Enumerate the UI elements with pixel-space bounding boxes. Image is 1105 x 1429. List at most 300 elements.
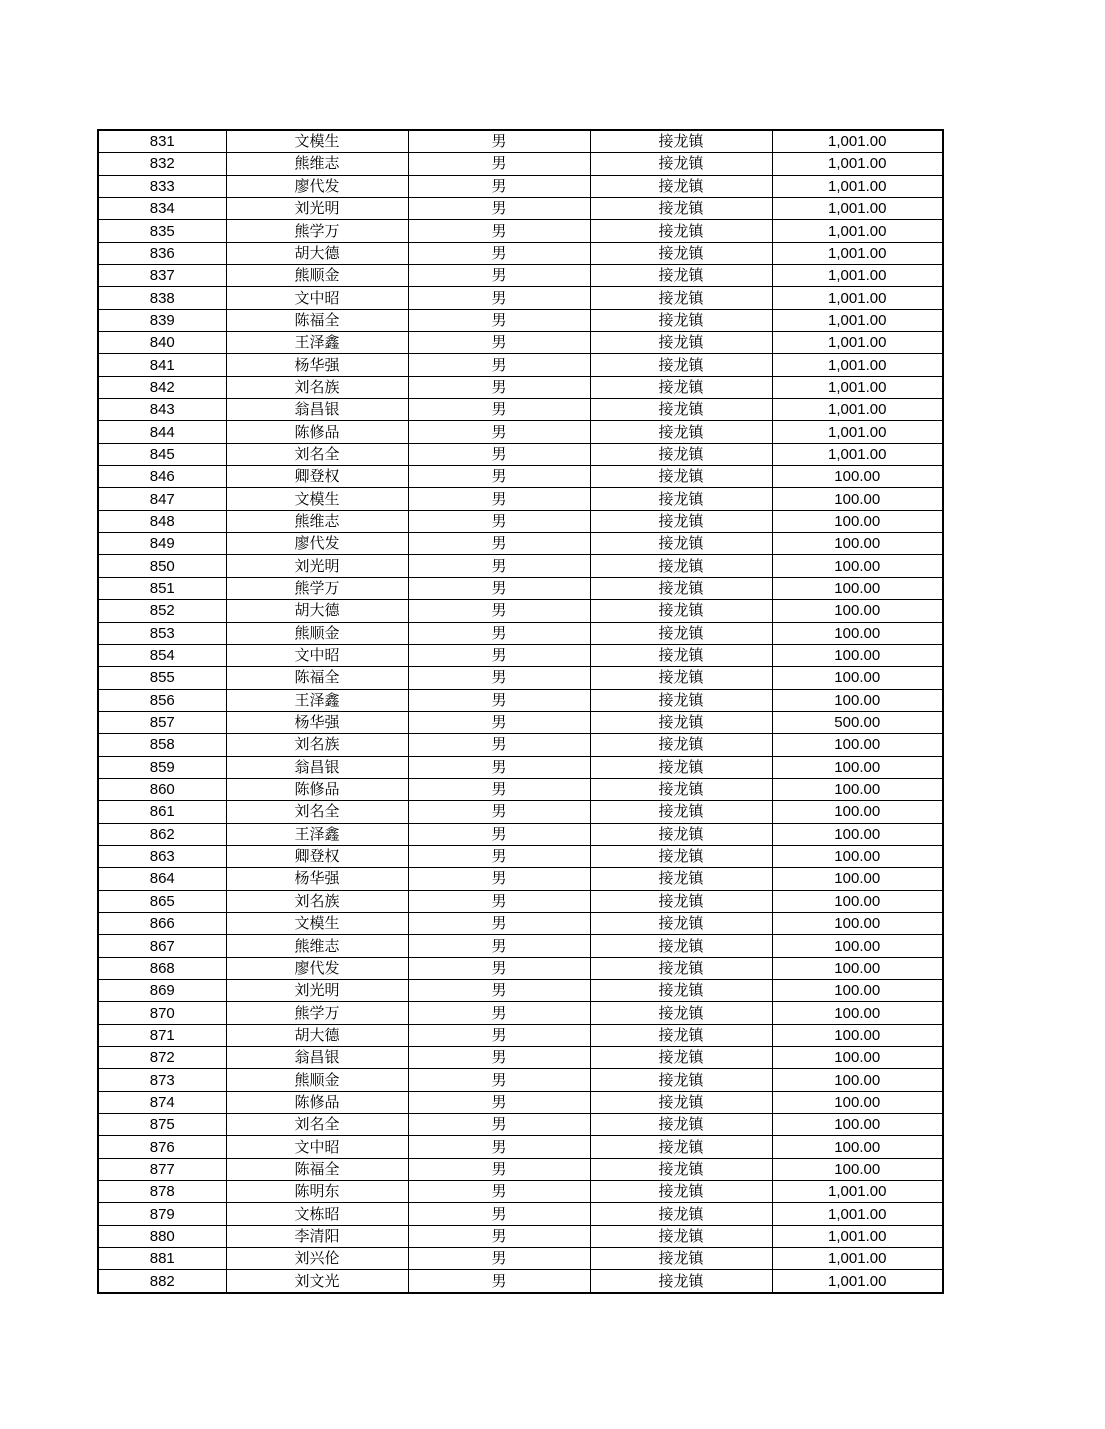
row-number-cell: 870 [98, 1002, 226, 1024]
gender-cell: 男 [408, 600, 590, 622]
row-number-cell: 872 [98, 1047, 226, 1069]
gender-cell: 男 [408, 957, 590, 979]
row-number-cell: 854 [98, 644, 226, 666]
name-cell: 文模生 [226, 130, 408, 153]
name-cell: 陈修品 [226, 778, 408, 800]
gender-cell: 男 [408, 1158, 590, 1180]
table-row [98, 823, 943, 845]
data-table [97, 129, 944, 1294]
name-cell: 刘名全 [226, 443, 408, 465]
table-row [98, 1248, 943, 1270]
gender-cell: 男 [408, 332, 590, 354]
name-cell: 文模生 [226, 912, 408, 934]
gender-cell: 男 [408, 1136, 590, 1158]
gender-cell: 男 [408, 443, 590, 465]
row-number-cell: 855 [98, 667, 226, 689]
table-row [98, 220, 943, 242]
row-number-cell: 849 [98, 533, 226, 555]
gender-cell: 男 [408, 197, 590, 219]
table-row [98, 153, 943, 175]
gender-cell: 男 [408, 845, 590, 867]
table-row [98, 443, 943, 465]
amount-cell: 100.00 [772, 801, 943, 823]
table-row [98, 1136, 943, 1158]
gender-cell: 男 [408, 1069, 590, 1091]
name-cell: 陈福全 [226, 1158, 408, 1180]
row-number-cell: 832 [98, 153, 226, 175]
row-number-cell: 865 [98, 890, 226, 912]
row-number-cell: 859 [98, 756, 226, 778]
name-cell: 陈福全 [226, 667, 408, 689]
name-cell: 刘名族 [226, 376, 408, 398]
town-cell: 接龙镇 [590, 801, 772, 823]
name-cell: 熊学万 [226, 577, 408, 599]
row-number-cell: 866 [98, 912, 226, 934]
town-cell: 接龙镇 [590, 443, 772, 465]
table-row [98, 466, 943, 488]
name-cell: 陈福全 [226, 309, 408, 331]
gender-cell: 男 [408, 1225, 590, 1247]
table-row [98, 980, 943, 1002]
amount-cell: 100.00 [772, 466, 943, 488]
row-number-cell: 869 [98, 980, 226, 1002]
name-cell: 胡大德 [226, 242, 408, 264]
amount-cell: 100.00 [772, 1158, 943, 1180]
gender-cell: 男 [408, 265, 590, 287]
gender-cell: 男 [408, 1203, 590, 1225]
row-number-cell: 875 [98, 1114, 226, 1136]
town-cell: 接龙镇 [590, 510, 772, 532]
gender-cell: 男 [408, 622, 590, 644]
name-cell: 翁昌银 [226, 756, 408, 778]
name-cell: 杨华强 [226, 711, 408, 733]
table-row [98, 1091, 943, 1113]
gender-cell: 男 [408, 533, 590, 555]
amount-cell: 100.00 [772, 1069, 943, 1091]
gender-cell: 男 [408, 912, 590, 934]
town-cell: 接龙镇 [590, 354, 772, 376]
amount-cell: 1,001.00 [772, 197, 943, 219]
name-cell: 文模生 [226, 488, 408, 510]
gender-cell: 男 [408, 756, 590, 778]
name-cell: 廖代发 [226, 533, 408, 555]
amount-cell: 1,001.00 [772, 376, 943, 398]
name-cell: 卿登权 [226, 466, 408, 488]
table-row [98, 287, 943, 309]
row-number-cell: 847 [98, 488, 226, 510]
row-number-cell: 834 [98, 197, 226, 219]
town-cell: 接龙镇 [590, 1002, 772, 1024]
gender-cell: 男 [408, 175, 590, 197]
row-number-cell: 867 [98, 935, 226, 957]
gender-cell: 男 [408, 399, 590, 421]
amount-cell: 1,001.00 [772, 443, 943, 465]
town-cell: 接龙镇 [590, 890, 772, 912]
table-row [98, 533, 943, 555]
table-row [98, 845, 943, 867]
name-cell: 胡大德 [226, 1024, 408, 1046]
town-cell: 接龙镇 [590, 1047, 772, 1069]
table-row [98, 689, 943, 711]
amount-cell: 1,001.00 [772, 354, 943, 376]
town-cell: 接龙镇 [590, 1091, 772, 1113]
gender-cell: 男 [408, 577, 590, 599]
amount-cell: 100.00 [772, 756, 943, 778]
row-number-cell: 853 [98, 622, 226, 644]
amount-cell: 100.00 [772, 823, 943, 845]
table-row [98, 711, 943, 733]
table-row [98, 265, 943, 287]
amount-cell: 100.00 [772, 533, 943, 555]
name-cell: 熊顺金 [226, 1069, 408, 1091]
row-number-cell: 848 [98, 510, 226, 532]
town-cell: 接龙镇 [590, 868, 772, 890]
name-cell: 卿登权 [226, 845, 408, 867]
table-row [98, 1024, 943, 1046]
amount-cell: 1,001.00 [772, 220, 943, 242]
amount-cell: 100.00 [772, 667, 943, 689]
gender-cell: 男 [408, 488, 590, 510]
town-cell: 接龙镇 [590, 711, 772, 733]
row-number-cell: 845 [98, 443, 226, 465]
amount-cell: 100.00 [772, 1024, 943, 1046]
name-cell: 刘光明 [226, 980, 408, 1002]
gender-cell: 男 [408, 1114, 590, 1136]
amount-cell: 1,001.00 [772, 153, 943, 175]
row-number-cell: 843 [98, 399, 226, 421]
town-cell: 接龙镇 [590, 845, 772, 867]
name-cell: 熊学万 [226, 1002, 408, 1024]
gender-cell: 男 [408, 130, 590, 153]
name-cell: 文栋昭 [226, 1203, 408, 1225]
gender-cell: 男 [408, 644, 590, 666]
gender-cell: 男 [408, 555, 590, 577]
town-cell: 接龙镇 [590, 1225, 772, 1247]
table-row [98, 1047, 943, 1069]
amount-cell: 1,001.00 [772, 242, 943, 264]
row-number-cell: 838 [98, 287, 226, 309]
town-cell: 接龙镇 [590, 1069, 772, 1091]
table-row [98, 332, 943, 354]
amount-cell: 100.00 [772, 734, 943, 756]
town-cell: 接龙镇 [590, 1203, 772, 1225]
gender-cell: 男 [408, 667, 590, 689]
table-row [98, 1002, 943, 1024]
gender-cell: 男 [408, 711, 590, 733]
table-row [98, 354, 943, 376]
amount-cell: 100.00 [772, 689, 943, 711]
row-number-cell: 868 [98, 957, 226, 979]
row-number-cell: 880 [98, 1225, 226, 1247]
gender-cell: 男 [408, 466, 590, 488]
town-cell: 接龙镇 [590, 667, 772, 689]
name-cell: 杨华强 [226, 354, 408, 376]
row-number-cell: 852 [98, 600, 226, 622]
table-row [98, 421, 943, 443]
table-row [98, 1203, 943, 1225]
amount-cell: 100.00 [772, 1114, 943, 1136]
town-cell: 接龙镇 [590, 399, 772, 421]
row-number-cell: 864 [98, 868, 226, 890]
table-row [98, 1225, 943, 1247]
town-cell: 接龙镇 [590, 600, 772, 622]
gender-cell: 男 [408, 935, 590, 957]
amount-cell: 100.00 [772, 1091, 943, 1113]
table-row [98, 130, 943, 153]
row-number-cell: 831 [98, 130, 226, 153]
amount-cell: 100.00 [772, 935, 943, 957]
table-row [98, 644, 943, 666]
gender-cell: 男 [408, 980, 590, 1002]
amount-cell: 100.00 [772, 644, 943, 666]
name-cell: 刘名族 [226, 734, 408, 756]
name-cell: 熊学万 [226, 220, 408, 242]
town-cell: 接龙镇 [590, 242, 772, 264]
town-cell: 接龙镇 [590, 1248, 772, 1270]
row-number-cell: 839 [98, 309, 226, 331]
amount-cell: 1,001.00 [772, 130, 943, 153]
row-number-cell: 857 [98, 711, 226, 733]
amount-cell: 100.00 [772, 912, 943, 934]
amount-cell: 100.00 [772, 1002, 943, 1024]
table-row [98, 868, 943, 890]
town-cell: 接龙镇 [590, 220, 772, 242]
table-row [98, 197, 943, 219]
amount-cell: 1,001.00 [772, 1248, 943, 1270]
table-row [98, 1270, 943, 1293]
gender-cell: 男 [408, 354, 590, 376]
table-row [98, 1158, 943, 1180]
amount-cell: 100.00 [772, 510, 943, 532]
row-number-cell: 856 [98, 689, 226, 711]
town-cell: 接龙镇 [590, 644, 772, 666]
table-row [98, 734, 943, 756]
name-cell: 王泽鑫 [226, 332, 408, 354]
table-row [98, 577, 943, 599]
table-row [98, 801, 943, 823]
row-number-cell: 842 [98, 376, 226, 398]
table-row [98, 510, 943, 532]
town-cell: 接龙镇 [590, 466, 772, 488]
amount-cell: 1,001.00 [772, 1270, 943, 1293]
name-cell: 刘文光 [226, 1270, 408, 1293]
name-cell: 熊维志 [226, 153, 408, 175]
town-cell: 接龙镇 [590, 287, 772, 309]
amount-cell: 1,001.00 [772, 265, 943, 287]
row-number-cell: 850 [98, 555, 226, 577]
gender-cell: 男 [408, 309, 590, 331]
gender-cell: 男 [408, 778, 590, 800]
table-row [98, 376, 943, 398]
town-cell: 接龙镇 [590, 912, 772, 934]
table-row [98, 890, 943, 912]
amount-cell: 100.00 [772, 622, 943, 644]
gender-cell: 男 [408, 1002, 590, 1024]
town-cell: 接龙镇 [590, 265, 772, 287]
amount-cell: 100.00 [772, 1136, 943, 1158]
town-cell: 接龙镇 [590, 778, 772, 800]
row-number-cell: 833 [98, 175, 226, 197]
town-cell: 接龙镇 [590, 622, 772, 644]
name-cell: 文中昭 [226, 287, 408, 309]
town-cell: 接龙镇 [590, 332, 772, 354]
table-row [98, 399, 943, 421]
gender-cell: 男 [408, 890, 590, 912]
town-cell: 接龙镇 [590, 376, 772, 398]
row-number-cell: 876 [98, 1136, 226, 1158]
amount-cell: 100.00 [772, 1047, 943, 1069]
name-cell: 熊维志 [226, 935, 408, 957]
table-row [98, 667, 943, 689]
gender-cell: 男 [408, 1248, 590, 1270]
name-cell: 刘光明 [226, 197, 408, 219]
name-cell: 陈明东 [226, 1181, 408, 1203]
town-cell: 接龙镇 [590, 309, 772, 331]
name-cell: 杨华强 [226, 868, 408, 890]
town-cell: 接龙镇 [590, 957, 772, 979]
amount-cell: 1,001.00 [772, 399, 943, 421]
amount-cell: 1,001.00 [772, 287, 943, 309]
amount-cell: 100.00 [772, 868, 943, 890]
row-number-cell: 860 [98, 778, 226, 800]
row-number-cell: 874 [98, 1091, 226, 1113]
table-row [98, 778, 943, 800]
amount-cell: 100.00 [772, 890, 943, 912]
town-cell: 接龙镇 [590, 689, 772, 711]
row-number-cell: 844 [98, 421, 226, 443]
town-cell: 接龙镇 [590, 555, 772, 577]
row-number-cell: 878 [98, 1181, 226, 1203]
gender-cell: 男 [408, 734, 590, 756]
table-row [98, 1114, 943, 1136]
town-cell: 接龙镇 [590, 488, 772, 510]
name-cell: 刘兴伦 [226, 1248, 408, 1270]
name-cell: 李清阳 [226, 1225, 408, 1247]
name-cell: 刘名全 [226, 1114, 408, 1136]
amount-cell: 100.00 [772, 957, 943, 979]
name-cell: 翁昌银 [226, 1047, 408, 1069]
table-row [98, 756, 943, 778]
table-row [98, 488, 943, 510]
row-number-cell: 862 [98, 823, 226, 845]
town-cell: 接龙镇 [590, 1158, 772, 1180]
town-cell: 接龙镇 [590, 756, 772, 778]
gender-cell: 男 [408, 1181, 590, 1203]
town-cell: 接龙镇 [590, 130, 772, 153]
name-cell: 熊顺金 [226, 265, 408, 287]
table-row [98, 1181, 943, 1203]
town-cell: 接龙镇 [590, 1114, 772, 1136]
amount-cell: 100.00 [772, 845, 943, 867]
table-row [98, 1069, 943, 1091]
name-cell: 熊顺金 [226, 622, 408, 644]
table-body [98, 130, 943, 1293]
amount-cell: 100.00 [772, 600, 943, 622]
row-number-cell: 851 [98, 577, 226, 599]
row-number-cell: 881 [98, 1248, 226, 1270]
gender-cell: 男 [408, 421, 590, 443]
amount-cell: 1,001.00 [772, 1203, 943, 1225]
gender-cell: 男 [408, 510, 590, 532]
row-number-cell: 841 [98, 354, 226, 376]
table-row [98, 935, 943, 957]
gender-cell: 男 [408, 1024, 590, 1046]
name-cell: 刘光明 [226, 555, 408, 577]
gender-cell: 男 [408, 801, 590, 823]
name-cell: 翁昌银 [226, 399, 408, 421]
table-row [98, 912, 943, 934]
row-number-cell: 863 [98, 845, 226, 867]
gender-cell: 男 [408, 868, 590, 890]
table-row [98, 600, 943, 622]
table-row [98, 622, 943, 644]
table-row [98, 175, 943, 197]
name-cell: 胡大德 [226, 600, 408, 622]
name-cell: 熊维志 [226, 510, 408, 532]
row-number-cell: 858 [98, 734, 226, 756]
row-number-cell: 861 [98, 801, 226, 823]
row-number-cell: 836 [98, 242, 226, 264]
town-cell: 接龙镇 [590, 935, 772, 957]
town-cell: 接龙镇 [590, 1024, 772, 1046]
amount-cell: 1,001.00 [772, 1181, 943, 1203]
name-cell: 文中昭 [226, 1136, 408, 1158]
gender-cell: 男 [408, 1270, 590, 1293]
amount-cell: 100.00 [772, 555, 943, 577]
gender-cell: 男 [408, 153, 590, 175]
town-cell: 接龙镇 [590, 1181, 772, 1203]
row-number-cell: 879 [98, 1203, 226, 1225]
gender-cell: 男 [408, 242, 590, 264]
town-cell: 接龙镇 [590, 421, 772, 443]
town-cell: 接龙镇 [590, 980, 772, 1002]
town-cell: 接龙镇 [590, 175, 772, 197]
amount-cell: 100.00 [772, 778, 943, 800]
amount-cell: 1,001.00 [772, 1225, 943, 1247]
amount-cell: 500.00 [772, 711, 943, 733]
gender-cell: 男 [408, 220, 590, 242]
amount-cell: 100.00 [772, 980, 943, 1002]
town-cell: 接龙镇 [590, 153, 772, 175]
amount-cell: 100.00 [772, 488, 943, 510]
gender-cell: 男 [408, 689, 590, 711]
table-row [98, 555, 943, 577]
row-number-cell: 835 [98, 220, 226, 242]
town-cell: 接龙镇 [590, 1270, 772, 1293]
row-number-cell: 837 [98, 265, 226, 287]
amount-cell: 1,001.00 [772, 421, 943, 443]
amount-cell: 1,001.00 [772, 309, 943, 331]
gender-cell: 男 [408, 823, 590, 845]
amount-cell: 1,001.00 [772, 332, 943, 354]
town-cell: 接龙镇 [590, 823, 772, 845]
town-cell: 接龙镇 [590, 734, 772, 756]
table-row [98, 957, 943, 979]
row-number-cell: 846 [98, 466, 226, 488]
name-cell: 刘名族 [226, 890, 408, 912]
name-cell: 陈修品 [226, 1091, 408, 1113]
row-number-cell: 840 [98, 332, 226, 354]
town-cell: 接龙镇 [590, 533, 772, 555]
name-cell: 王泽鑫 [226, 823, 408, 845]
row-number-cell: 882 [98, 1270, 226, 1293]
name-cell: 文中昭 [226, 644, 408, 666]
gender-cell: 男 [408, 376, 590, 398]
gender-cell: 男 [408, 1091, 590, 1113]
town-cell: 接龙镇 [590, 197, 772, 219]
name-cell: 王泽鑫 [226, 689, 408, 711]
table-row [98, 309, 943, 331]
